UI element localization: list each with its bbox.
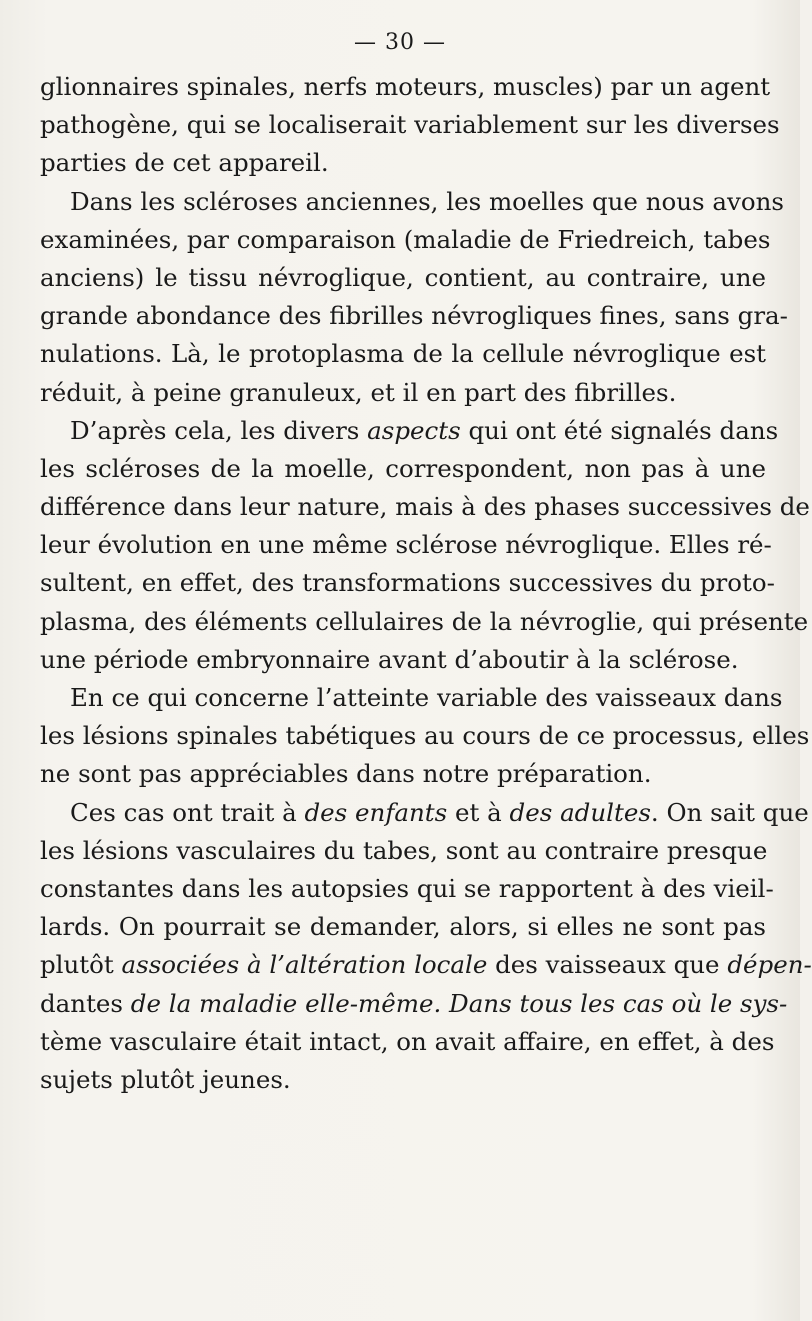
- text-run: examinées, par comparaison (maladie de Friedreich, tabes: [40, 224, 771, 254]
- text-run: glionnaires spinales, nerfs moteurs, muscles) par un agent: [40, 72, 771, 101]
- text-run: parties de cet appareil.: [40, 148, 329, 178]
- text-run: anciens) le tissu névroglique, contient, au contraire, une: [40, 262, 766, 292]
- text-line: [40, 259, 766, 297]
- text-run: plutôt: [40, 950, 122, 980]
- text-line: [40, 564, 775, 602]
- text-line: [40, 755, 766, 793]
- text-run: nulations. Là, le protoplasma de la cellule névroglique est: [40, 339, 766, 369]
- text-line: [40, 144, 766, 182]
- text-line: [40, 412, 779, 450]
- text-run: qui ont été signalés dans: [460, 415, 779, 445]
- text-run: leur évolution en une même sclérose névroglique. Elles ré-: [40, 530, 772, 560]
- text-run: . On sait que: [650, 797, 809, 827]
- text-run: Ces cas ont trait à: [70, 797, 305, 827]
- text-run: les lésions spinales tabétiques au cours de ce processus, elles: [40, 721, 810, 751]
- text-run: une période embryonnaire avant d’aboutir à la sclérose.: [40, 644, 739, 674]
- text-run: tème vasculaire était intact, on avait affaire, en effet, à des: [40, 1026, 775, 1056]
- text-line: [40, 297, 788, 335]
- text-run: constantes dans les autopsies qui se rapportent à des vieil-: [40, 873, 774, 903]
- italic-text: des enfants: [304, 797, 448, 827]
- body-text: [40, 68, 812, 1099]
- text-run: les lésions vasculaires du tabes, sont au contraire presque: [40, 835, 768, 865]
- text-line: [40, 1023, 775, 1061]
- text-run: dantes: [40, 988, 123, 1018]
- text-line: [40, 870, 774, 908]
- text-line: [40, 603, 809, 641]
- text-line: [40, 488, 810, 526]
- page-number: — 30 —: [354, 30, 446, 55]
- text-line: [40, 335, 766, 373]
- text-line: [40, 794, 809, 832]
- italic-text: dépen-: [727, 950, 812, 980]
- text-run: sultent, en effet, des transformations successives du proto-: [40, 568, 775, 598]
- italic-text: de la maladie elle-même. Dans tous les cas où le sys-: [123, 988, 788, 1018]
- text-line: [40, 679, 783, 717]
- text-run: sujets plutôt jeunes.: [40, 1064, 291, 1094]
- text-line: [40, 450, 766, 488]
- italic-text: associées à l’altération locale: [121, 950, 488, 980]
- text-run: réduit, à peine granuleux, et il en part des fibrilles.: [40, 377, 677, 407]
- text-line: [40, 908, 766, 946]
- text-run: Dans les scléroses anciennes, les moelles que nous avons: [70, 186, 784, 216]
- text-line: [40, 641, 766, 679]
- text-line: [40, 717, 810, 755]
- text-line: [40, 68, 771, 106]
- text-run: différence dans leur nature, mais à des phases successives de: [40, 492, 810, 522]
- italic-text: des adultes: [509, 797, 651, 827]
- text-line: [40, 183, 784, 221]
- text-run: grande abondance des fibrilles névrogliques fines, sans gra-: [40, 301, 788, 331]
- text-run: des vaisseaux que: [487, 950, 728, 980]
- text-line: [40, 832, 766, 870]
- text-line: [40, 985, 788, 1023]
- text-line: [40, 526, 772, 564]
- text-line: [40, 374, 766, 412]
- text-run: plasma, des éléments cellulaires de la névroglie, qui présente: [40, 606, 809, 636]
- text-run: ne sont pas appréciables dans notre préparation.: [40, 759, 652, 789]
- text-run: pathogène, qui se localiserait variablement sur les diverses: [40, 110, 780, 140]
- text-run: lards. On pourrait se demander, alors, si elles ne sont pas: [40, 912, 766, 942]
- text-run: et à: [447, 797, 510, 827]
- text-line: [40, 946, 812, 984]
- text-run: En ce qui concerne l’atteinte variable des vaisseaux dans: [70, 683, 783, 712]
- show-through-text: [0, 1085, 800, 1321]
- text-line: [40, 221, 771, 259]
- text-run: les scléroses de la moelle, correspondent, non pas à une: [40, 453, 766, 483]
- italic-text: aspects: [367, 415, 461, 445]
- bleed-line: [50, 1089, 750, 1119]
- text-run: D’après cela, les divers: [70, 415, 368, 445]
- text-line: [40, 106, 780, 144]
